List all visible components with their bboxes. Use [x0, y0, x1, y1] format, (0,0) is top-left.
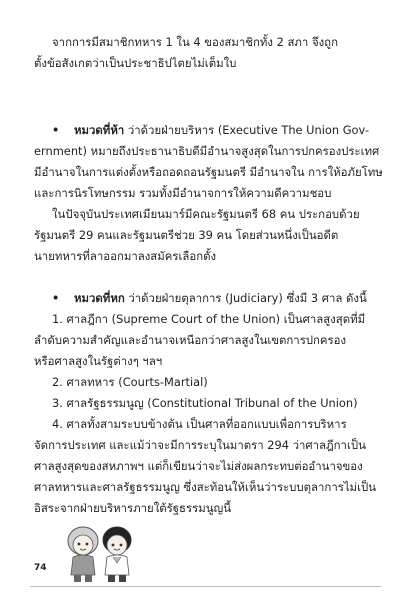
text-line: ตั้งข้อสังเกตว่าเป็นประชาธิปไตยไม่เต็มใบ: [34, 56, 237, 70]
paragraph-military-members: [34, 32, 386, 74]
footer-divider: [30, 586, 381, 587]
cartoon-character-left: [68, 527, 98, 582]
court-list: [34, 309, 386, 519]
chapter-heading: หมวดที่ห้า: [74, 123, 125, 137]
text-line: ว่าด้วยฝ่ายบริหาร (Executive The Union Gov-: [124, 123, 370, 137]
chapter-heading: หมวดที่หก: [74, 291, 125, 305]
text-line: ศาลทหารและศาลรัฐธรรมนูญ ซึ่งสะท้อนให้เห็นว่าระบบตุลาการไม่เป็น: [34, 480, 376, 494]
text-line: ernment) หมายถึงประธานาธิบดีมีอำนาจสูงสุดในการปกครองประเทศ: [34, 144, 380, 158]
text-line: นายทหารที่ลาออกมาลงสมัครเลือกตั้ง: [34, 249, 217, 263]
text-line: ลำดับความสำคัญและอำนาจเหนือกว่าศาลสูงในเขตการปกครอง: [34, 333, 347, 347]
list-item: 3. ศาลรัฐธรรมนูญ (Constitutional Tribunal of the Union): [52, 396, 358, 410]
cartoon-characters-illustration: [55, 523, 145, 585]
text-line: ว่าด้วยฝ่ายตุลาการ (Judiciary) ซึ่งมี 3 ศาล ดังนี้: [124, 291, 367, 305]
text-line: อิสระจากฝ่ายบริหารภายใต้รัฐธรรมนูญนี้: [34, 501, 232, 515]
text-line: ศาลสูงสุดของสหภาพฯ แต่ก็เขียนว่าจะไม่ส่งผลกระทบต่ออำนาจของ: [34, 459, 363, 473]
list-item: 2. ศาลทหาร (Courts-Martial): [52, 375, 208, 389]
section-chapter-six: [34, 288, 386, 309]
paragraph-cabinet: [34, 204, 386, 267]
text-line: มีอำนาจในการแต่งตั้งหรือถอดถอนรัฐมนตรี มีอำนาจใน การให้อภัยโทษ: [34, 165, 383, 179]
section-chapter-five: [34, 120, 386, 204]
text-line: รัฐมนตรี 29 คนและรัฐมนตรีช่วย 39 คน โดยส่วนหนึ่งเป็นอดีต: [34, 228, 339, 242]
text-line: จัดการประเทศ และแม้ว่าจะมีการระบุในมาตรา 294 ว่าศาลฎีกาเป็น: [34, 438, 366, 452]
text-line: จากการมีสมาชิกทหาร 1 ใน 4 ของสมาชิกทั้ง 2 สภา จึงถูก: [52, 35, 338, 49]
list-item: 1. ศาลฎีกา (Supreme Court of the Union) เป็นศาลสูงสุดที่มี: [52, 312, 366, 326]
page-number: 74: [34, 563, 47, 573]
bullet-icon: •: [52, 123, 60, 137]
bullet-icon: •: [52, 291, 60, 305]
text-line: ในปัจจุบันประเทศเมียนมาร์มีคณะรัฐมนตรี 68 คน ประกอบด้วย: [52, 207, 360, 221]
text-line: หรือศาลสูงในรัฐต่างๆ ฯลฯ: [34, 354, 163, 368]
text-line: และการนิรโทษกรรม รวมทั้งมีอำนาจการให้ความดีความชอบ: [34, 186, 332, 200]
list-item: 4. ศาลทั้งสามระบบข้างต้น เป็นศาลที่ออกแบบเพื่อการบริหาร: [52, 417, 347, 431]
cartoon-character-right: [103, 527, 131, 582]
